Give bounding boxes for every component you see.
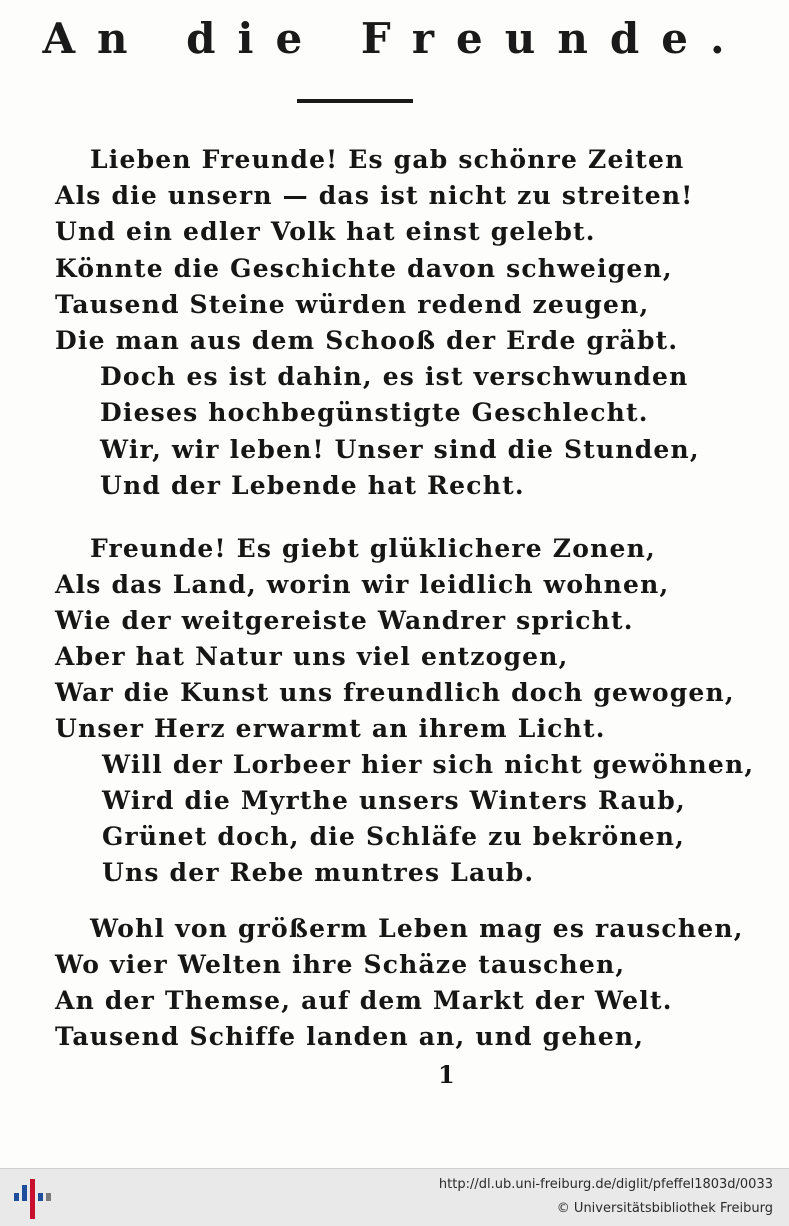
verse-line: Lieben Freunde! Es gab schönre Zeiten: [90, 145, 685, 174]
verse-line: Die man aus dem Schooß der Erde gräbt.: [55, 326, 679, 355]
verse-line: Will der Lorbeer hier sich nicht gewöhnen,: [102, 750, 755, 779]
verse-line: Tausend Schiffe landen an, und gehen,: [55, 1022, 645, 1051]
verse-line: Als die unsern — das ist nicht zu streiten!: [55, 181, 694, 210]
page-number: 1: [438, 1060, 455, 1089]
verse-line: Könnte die Geschichte davon schweigen,: [55, 254, 673, 283]
verse-line: Wohl von größerm Leben mag es rauschen,: [90, 914, 744, 943]
logo-bar-right: [46, 1193, 51, 1201]
title-divider: [297, 99, 413, 103]
logo-bar-mid-right: [38, 1193, 43, 1201]
verse-line: Und der Lebende hat Recht.: [100, 471, 525, 500]
verse-line: War die Kunst uns freundlich doch gewogen,: [55, 678, 735, 707]
verse-line: Wo vier Welten ihre Schäze tauschen,: [55, 950, 626, 979]
verse-line: Aber hat Natur uns viel entzogen,: [55, 642, 569, 671]
verse-line: Als das Land, worin wir leidlich wohnen,: [55, 570, 670, 599]
verse-line: Doch es ist dahin, es ist verschwunden: [100, 362, 689, 391]
verse-line: Wir, wir leben! Unser sind die Stunden,: [100, 435, 700, 464]
verse-line: An der Themse, auf dem Markt der Welt.: [55, 986, 673, 1015]
copyright-notice: © Universitätsbibliothek Freiburg: [556, 1201, 773, 1216]
verse-line: Wird die Myrthe unsers Winters Raub,: [102, 786, 686, 815]
verse-line: Grünet doch, die Schläfe zu bekrönen,: [102, 822, 686, 851]
poem-title: An die Freunde.: [42, 14, 747, 63]
verse-line: Uns der Rebe muntres Laub.: [102, 858, 535, 887]
verse-line: Unser Herz erwarmt an ihrem Licht.: [55, 714, 606, 743]
verse-line: Tausend Steine würden redend zeugen,: [55, 290, 650, 319]
permalink-url[interactable]: http://dl.ub.uni-freiburg.de/diglit/pfeffel1803d/0033: [438, 1177, 773, 1192]
verse-line: Und ein edler Volk hat einst gelebt.: [55, 217, 596, 246]
ub-freiburg-logo-icon[interactable]: [12, 1179, 52, 1219]
verse-line: Wie der weitgereiste Wandrer spricht.: [55, 606, 634, 635]
logo-bar-left: [14, 1193, 19, 1201]
verse-line: Freunde! Es giebt glüklichere Zonen,: [90, 534, 656, 563]
logo-bar-mid-left: [22, 1185, 27, 1201]
verse-line: Dieses hochbegünstigte Geschlecht.: [100, 398, 649, 427]
viewer-footer: [0, 1168, 789, 1226]
logo-bar-center: [30, 1179, 35, 1219]
